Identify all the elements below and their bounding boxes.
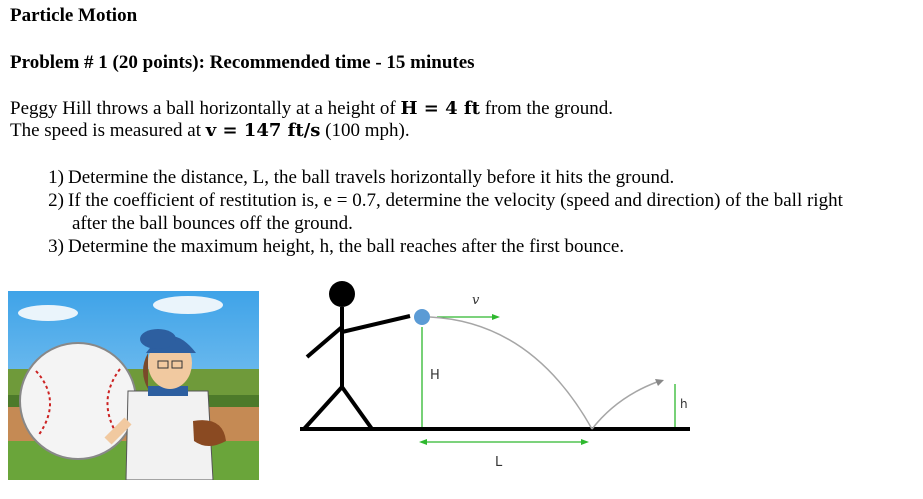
label-L: L [495, 455, 503, 470]
ball [414, 309, 430, 325]
question-3: 3) Determine the maximum height, h, the ball reaches after the first bounce. [48, 236, 625, 257]
question-1: 1) Determine the distance, L, the ball travels horizontally before it hits the ground. [48, 167, 675, 188]
cartoon-pitcher-image [8, 291, 259, 480]
intro-line-2: The speed is measured at v = 147 ft/s (100 mph). [10, 120, 410, 141]
bounce-curve [592, 382, 657, 429]
problem-title: Problem # 1 (20 points): Recommended time - 15 minutes [10, 52, 475, 73]
trajectory-diagram [262, 272, 712, 477]
section-title: Particle Motion [10, 5, 138, 26]
stick-figure-leg-right [342, 387, 372, 429]
stick-figure-leg-left [304, 387, 342, 429]
stick-figure-arm-right [342, 316, 410, 332]
trajectory-curve [430, 317, 592, 429]
question-2: 2) If the coefficient of restitution is, e = 0.7, determine the velocity (speed and direction) of the ball right [48, 190, 843, 211]
question-2-continued: after the ball bounces off the ground. [72, 213, 353, 234]
height-value: H = 4 ft [400, 98, 480, 119]
speed-value: v = 147 ft/s [205, 120, 321, 141]
intro-line-1: Peggy Hill throws a ball horizontally at a height of H = 4 ft from the ground. [10, 98, 613, 119]
label-H: H [430, 368, 440, 383]
label-v: v [472, 293, 480, 308]
stick-figure-head [329, 281, 355, 307]
stick-figure-arm-left [307, 327, 342, 357]
label-h: h [680, 397, 688, 411]
